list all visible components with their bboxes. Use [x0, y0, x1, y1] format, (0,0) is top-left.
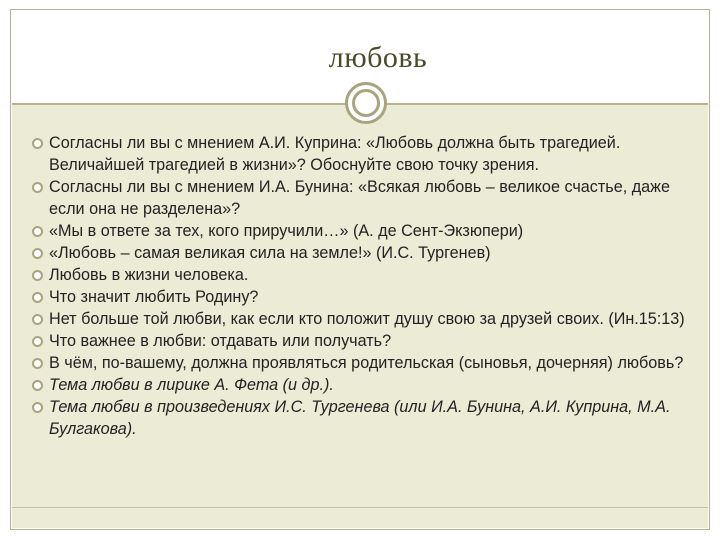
bullet-icon [32, 358, 43, 369]
bullet-list [31, 132, 703, 440]
list-item-text: «Мы в ответе за тех, кого приручили…» (А. де Сент-Экзюпери) [49, 222, 524, 240]
list-item [31, 286, 703, 308]
bullet-icon [32, 380, 43, 391]
bullet-icon [32, 292, 43, 303]
list-item [31, 242, 703, 264]
list-item [31, 352, 703, 374]
list-item [31, 374, 703, 396]
list-item [31, 264, 703, 286]
bullet-icon [32, 336, 43, 347]
bullet-icon [32, 138, 43, 149]
bullet-icon [32, 402, 43, 413]
list-item-text: Тема любви в произведениях И.С. Тургенева (или И.А. Бунина, А.И. Куприна, М.А. Булгакова). [49, 398, 671, 438]
bullet-icon [32, 182, 43, 193]
bullet-icon [32, 226, 43, 237]
list-item [31, 396, 703, 440]
footer-band [12, 508, 708, 528]
list-item [31, 132, 703, 176]
bullet-icon [32, 248, 43, 259]
list-item-text: Что значит любить Родину? [49, 288, 259, 306]
bullet-icon [32, 270, 43, 281]
list-item-text: Что важнее в любви: отдавать или получать? [49, 332, 392, 350]
list-item-text: «Любовь – самая великая сила на земле!» (И.С. Тургенев) [49, 244, 491, 262]
list-item-text: В чём, по-вашему, должна проявляться родительская (сыновья, дочерняя) любовь? [49, 354, 684, 372]
list-item [31, 220, 703, 242]
list-item-text: Нет больше той любви, как если кто положит душу свою за друзей своих. (Ин.15:13) [49, 310, 685, 328]
list-item [31, 308, 703, 330]
list-item-text: Тема любви в лирике А. Фета (и др.). [49, 376, 334, 394]
list-item-text: Согласны ли вы с мнением А.И. Куприна: «Любовь должна быть трагедией. Величайшей трагедией в жизни»? Обоснуйте свою точку зрения. [49, 134, 621, 174]
list-item [31, 330, 703, 352]
circle-ornament-icon [345, 82, 387, 124]
list-item [31, 176, 703, 220]
list-item-text: Согласны ли вы с мнением И.А. Бунина: «Всякая любовь – великое счастье, даже если она не разделена»? [49, 178, 671, 218]
list-item-text: Любовь в жизни человека. [49, 266, 249, 284]
slide [10, 9, 710, 530]
slide-title: любовь [328, 41, 428, 74]
bullet-icon [32, 314, 43, 325]
